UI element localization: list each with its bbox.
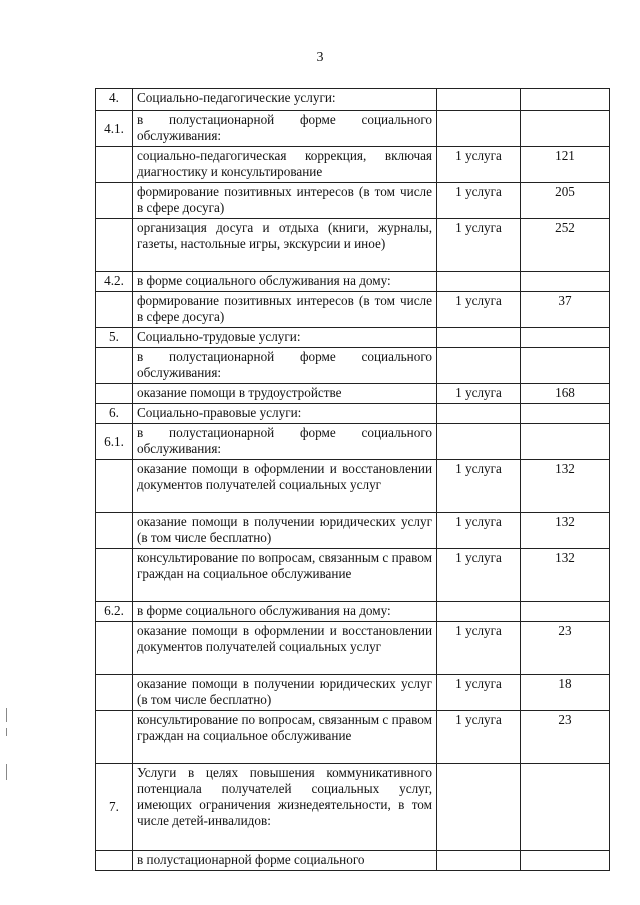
row-number — [96, 711, 133, 764]
row-description: в форме социального обслуживания на дому: — [133, 272, 437, 292]
row-number — [96, 851, 133, 871]
row-number: 4.1. — [96, 111, 133, 147]
scan-edge-mark — [6, 764, 7, 780]
row-unit — [437, 111, 521, 147]
row-description: в полустационарной форме социального обслуживания: — [133, 111, 437, 147]
table-row — [96, 675, 610, 711]
row-unit: 1 услуга — [437, 711, 521, 764]
row-description: социально-педагогическая коррекция, включая диагностику и консультирование — [133, 147, 437, 183]
row-number — [96, 348, 133, 384]
row-unit: 1 услуга — [437, 183, 521, 219]
row-value — [521, 272, 610, 292]
row-value: 18 — [521, 675, 610, 711]
row-description: оказание помощи в получении юридических услуг (в том числе бесплатно) — [133, 513, 437, 549]
table-row — [96, 328, 610, 348]
row-number: 6. — [96, 404, 133, 424]
row-value: 132 — [521, 460, 610, 513]
table-row — [96, 711, 610, 764]
table-row — [96, 272, 610, 292]
row-unit — [437, 602, 521, 622]
row-unit: 1 услуга — [437, 549, 521, 602]
row-value: 23 — [521, 711, 610, 764]
row-number — [96, 513, 133, 549]
services-table — [95, 88, 610, 871]
row-value — [521, 602, 610, 622]
row-description: в полустационарной форме социального обслуживания: — [133, 424, 437, 460]
row-number — [96, 292, 133, 328]
row-unit — [437, 328, 521, 348]
row-value: 252 — [521, 219, 610, 272]
row-description: формирование позитивных интересов (в том числе в сфере досуга) — [133, 292, 437, 328]
row-number: 4. — [96, 89, 133, 111]
row-number — [96, 219, 133, 272]
row-description: организация досуга и отдыха (книги, журналы, газеты, настольные игры, экскурсии и иное) — [133, 219, 437, 272]
row-value: 23 — [521, 622, 610, 675]
table-row — [96, 111, 610, 147]
row-description: Социально-правовые услуги: — [133, 404, 437, 424]
row-unit: 1 услуга — [437, 147, 521, 183]
row-value — [521, 851, 610, 871]
row-number — [96, 549, 133, 602]
row-number: 4.2. — [96, 272, 133, 292]
row-description: оказание помощи в получении юридических услуг (в том числе бесплатно) — [133, 675, 437, 711]
row-value — [521, 111, 610, 147]
row-description: оказание помощи в оформлении и восстановлении документов получателей социальных услуг — [133, 460, 437, 513]
row-value: 121 — [521, 147, 610, 183]
row-unit — [437, 89, 521, 111]
table-row — [96, 460, 610, 513]
row-value: 168 — [521, 384, 610, 404]
row-value — [521, 328, 610, 348]
page-number: 3 — [316, 50, 324, 65]
row-number — [96, 183, 133, 219]
table-row — [96, 292, 610, 328]
table-row — [96, 602, 610, 622]
row-description: в форме социального обслуживания на дому: — [133, 602, 437, 622]
row-description: формирование позитивных интересов (в том числе в сфере досуга) — [133, 183, 437, 219]
row-number: 6.2. — [96, 602, 133, 622]
table-row — [96, 622, 610, 675]
row-unit — [437, 424, 521, 460]
scan-edge-mark — [6, 728, 7, 736]
table-row — [96, 219, 610, 272]
scan-edge-mark — [6, 708, 7, 722]
row-unit: 1 услуга — [437, 384, 521, 404]
table-row — [96, 89, 610, 111]
row-value: 37 — [521, 292, 610, 328]
row-unit: 1 услуга — [437, 460, 521, 513]
row-unit — [437, 348, 521, 384]
row-description: консультирование по вопросам, связанным с правом граждан на социальное обслуживание — [133, 549, 437, 602]
row-value — [521, 404, 610, 424]
table-row — [96, 348, 610, 384]
row-description: Социально-трудовые услуги: — [133, 328, 437, 348]
row-description: в полустационарной форме социального обслуживания: — [133, 348, 437, 384]
table-row — [96, 424, 610, 460]
table-row — [96, 513, 610, 549]
row-unit: 1 услуга — [437, 675, 521, 711]
row-description: в полустационарной форме социального — [133, 851, 437, 871]
row-value — [521, 424, 610, 460]
row-unit: 1 услуга — [437, 219, 521, 272]
table-row — [96, 183, 610, 219]
table-row — [96, 147, 610, 183]
row-number — [96, 384, 133, 404]
row-description: оказание помощи в трудоустройстве — [133, 384, 437, 404]
row-value: 132 — [521, 513, 610, 549]
table-row — [96, 851, 610, 871]
row-number: 7. — [96, 764, 133, 851]
row-unit: 1 услуга — [437, 292, 521, 328]
row-unit — [437, 272, 521, 292]
row-description: Услуги в целях повышения коммуникативного потенциала получателей социальных услуг, имеющих ограничения жизнедеятельности, в том числе детей-инвалидов: — [133, 764, 437, 851]
table-row — [96, 549, 610, 602]
row-unit: 1 услуга — [437, 513, 521, 549]
row-number — [96, 675, 133, 711]
row-number — [96, 622, 133, 675]
row-number — [96, 460, 133, 513]
row-description: консультирование по вопросам, связанным с правом граждан на социальное обслуживание — [133, 711, 437, 764]
row-value — [521, 764, 610, 851]
row-value — [521, 89, 610, 111]
row-number: 6.1. — [96, 424, 133, 460]
table-row — [96, 764, 610, 851]
row-unit — [437, 764, 521, 851]
row-value: 205 — [521, 183, 610, 219]
row-number — [96, 147, 133, 183]
row-unit — [437, 404, 521, 424]
row-unit — [437, 851, 521, 871]
row-unit: 1 услуга — [437, 622, 521, 675]
row-value: 132 — [521, 549, 610, 602]
row-description: Социально-педагогические услуги: — [133, 89, 437, 111]
table-row — [96, 384, 610, 404]
row-value — [521, 348, 610, 384]
row-number: 5. — [96, 328, 133, 348]
row-description: оказание помощи в оформлении и восстановлении документов получателей социальных услуг — [133, 622, 437, 675]
table-row — [96, 404, 610, 424]
